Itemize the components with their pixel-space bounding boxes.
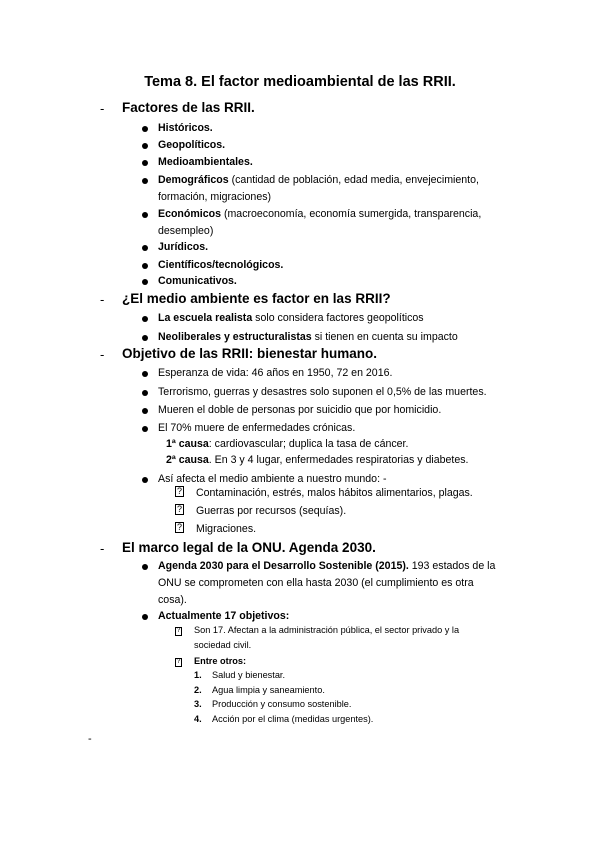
list-item: Históricos. — [158, 122, 213, 134]
bullet-icon — [142, 426, 148, 432]
sub-item: Son 17. Afectan a la administración pública, el sector privado y la — [194, 625, 460, 635]
cause-line: 1ª causa: cardiovascular; duplica la tasa de cáncer. — [166, 438, 409, 450]
sub-item-continuation: sociedad civil. — [194, 640, 252, 650]
list-number: 1. — [194, 670, 202, 680]
bullet-icon — [142, 614, 148, 620]
section-heading-onu: El marco legal de la ONU. Agenda 2030. — [122, 540, 376, 555]
bullet-icon — [142, 335, 148, 341]
list-item-continuation: formación, migraciones) — [158, 191, 272, 203]
section-heading-medio-ambiente: ¿El medio ambiente es factor en las RRII? — [122, 291, 391, 306]
list-item: Económicos (macroeconomía, economía sumergida, transparencia, — [158, 208, 482, 220]
bullet-icon — [142, 371, 148, 377]
dash-marker: - — [88, 733, 92, 745]
bullet-icon — [142, 212, 148, 218]
list-item: El 70% muere de enfermedades crónicas. — [158, 422, 356, 434]
bullet-icon — [142, 279, 148, 285]
bullet-icon — [142, 408, 148, 414]
list-item: Jurídicos. — [158, 241, 209, 253]
bullet-icon — [142, 126, 148, 132]
checkbox-glyph-icon: ? — [176, 522, 182, 532]
checkbox-glyph-icon: ? — [176, 627, 181, 634]
list-number: 4. — [194, 714, 202, 724]
list-item: Agenda 2030 para el Desarrollo Sostenible (2015). 193 estados de la — [158, 560, 496, 572]
list-item: La escuela realista solo considera factores geopolíticos — [158, 312, 424, 324]
sub-item: Migraciones. — [196, 523, 257, 535]
list-item-continuation: ONU se comprometen con ella hasta 2030 (el cumplimiento es otra — [158, 577, 474, 589]
bullet-icon — [142, 390, 148, 396]
bullet-icon — [142, 178, 148, 184]
list-item: Actualmente 17 objetivos: — [158, 610, 290, 622]
list-number: 2. — [194, 685, 202, 695]
list-item: Comunicativos. — [158, 275, 237, 287]
checkbox-glyph-icon: ? — [176, 658, 181, 665]
list-item: Así afecta el medio ambiente a nuestro mundo: - — [158, 473, 387, 485]
sub-item: Entre otros: — [194, 656, 247, 666]
numbered-item: Acción por el clima (medidas urgentes). — [212, 714, 374, 724]
list-number: 3. — [194, 699, 202, 709]
list-item-continuation: desempleo) — [158, 225, 214, 237]
list-item: Mueren el doble de personas por suicidio que por homicidio. — [158, 404, 442, 416]
bullet-icon — [142, 316, 148, 322]
dash-marker: - — [100, 347, 105, 362]
dash-marker: - — [100, 292, 105, 307]
dash-marker: - — [100, 101, 105, 116]
list-item: Medioambientales. — [158, 156, 253, 168]
bullet-icon — [142, 564, 148, 570]
list-item: Esperanza de vida: 46 años en 1950, 72 en 2016. — [158, 367, 393, 379]
bullet-icon — [142, 160, 148, 166]
numbered-item: Producción y consumo sostenible. — [212, 699, 352, 709]
cause-line: 2ª causa. En 3 y 4 lugar, enfermedades respiratorias y diabetes. — [166, 454, 469, 466]
sub-item: Contaminación, estrés, malos hábitos alimentarios, plagas. — [196, 487, 473, 499]
list-item: Terrorismo, guerras y desastres solo suponen el 0,5% de las muertes. — [158, 386, 487, 398]
numbered-item: Salud y bienestar. — [212, 670, 286, 680]
checkbox-glyph-icon: ? — [176, 504, 182, 514]
section-heading-objetivo: Objetivo de las RRII: bienestar humano. — [122, 346, 378, 361]
bullet-icon — [142, 477, 148, 483]
list-item: Científicos/tecnológicos. — [158, 259, 284, 271]
section-heading-factores: Factores de las RRII. — [122, 100, 255, 115]
list-item-continuation: cosa). — [158, 594, 187, 606]
list-item: Neoliberales y estructuralistas si tienen en cuenta su impacto — [158, 331, 458, 343]
list-item: Geopolíticos. — [158, 139, 226, 151]
bullet-icon — [142, 263, 148, 269]
bullet-icon — [142, 245, 148, 251]
bullet-icon — [142, 143, 148, 149]
dash-marker: - — [100, 541, 105, 556]
list-item: Demográficos (cantidad de población, edad media, envejecimiento, — [158, 174, 479, 186]
page-title: Tema 8. El factor medioambiental de las RRII. — [144, 74, 456, 90]
sub-item: Guerras por recursos (sequías). — [196, 505, 347, 517]
numbered-item: Agua limpia y saneamiento. — [212, 685, 325, 695]
checkbox-glyph-icon: ? — [176, 486, 182, 496]
